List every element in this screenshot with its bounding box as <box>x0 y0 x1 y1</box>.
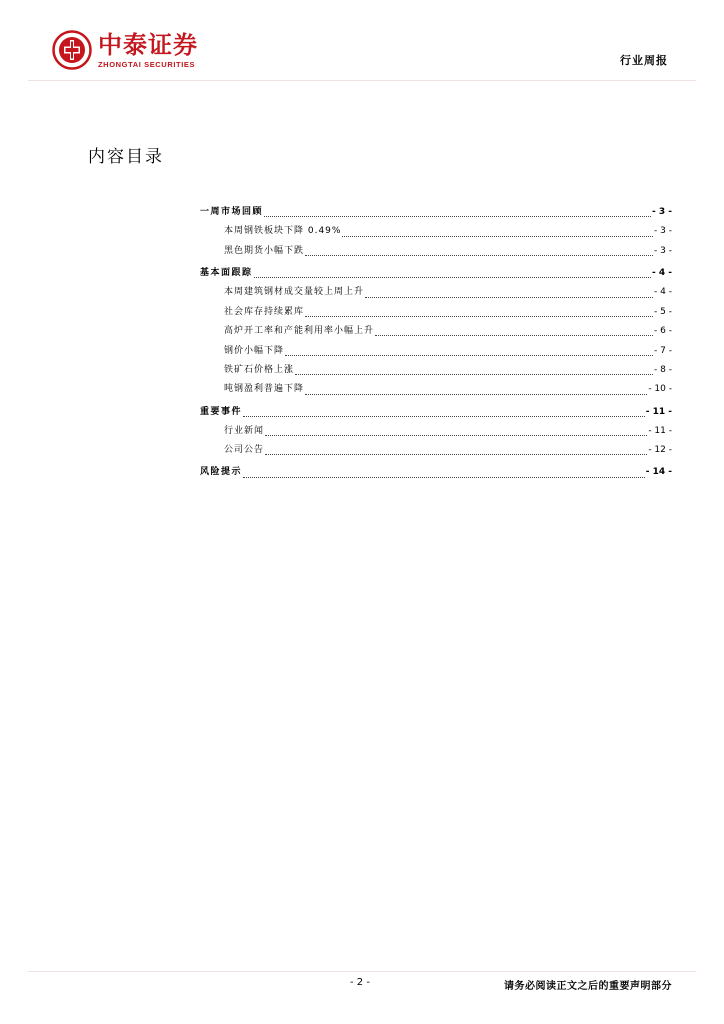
footer-disclaimer: 请务必阅读正文之后的重要声明部分 <box>504 981 672 992</box>
toc-entry-label: 高炉开工率和产能利用率小幅上升 <box>224 326 375 337</box>
toc-dot-leader <box>375 335 653 336</box>
toc-dot-leader <box>305 394 647 395</box>
toc-entry-label: 风险提示 <box>200 467 243 478</box>
toc-entry-page: - 3 - <box>654 245 672 256</box>
toc-subsection-entry[interactable] <box>200 423 672 442</box>
toc-dot-leader <box>305 316 653 317</box>
toc-dot-leader <box>365 297 653 298</box>
footer-divider <box>28 971 696 972</box>
toc-dot-leader <box>265 435 647 436</box>
toc-dot-leader <box>254 277 651 278</box>
toc-section-entry[interactable] <box>200 404 672 423</box>
toc-entry-page: - 10 - <box>648 384 672 395</box>
toc-dot-leader <box>265 454 647 455</box>
toc-entry-page: - 6 - <box>654 326 672 337</box>
company-logo <box>52 30 198 70</box>
zhongtai-logo-icon <box>52 30 92 70</box>
toc-dot-leader <box>264 216 651 217</box>
toc-subsection-entry[interactable] <box>200 284 672 303</box>
toc-section-entry[interactable] <box>200 204 672 223</box>
toc-entry-label: 吨钢盈利普遍下降 <box>224 384 305 395</box>
toc-subsection-entry[interactable] <box>200 243 672 262</box>
toc-subsection-entry[interactable] <box>200 381 672 400</box>
toc-entry-page: - 4 - <box>652 267 672 278</box>
toc-dot-leader <box>243 477 645 478</box>
header-divider <box>28 80 696 81</box>
toc-dot-leader <box>342 236 653 237</box>
toc-entry-label: 本周建筑钢材成交量较上周上升 <box>224 287 365 298</box>
toc-entry-label: 铁矿石价格上涨 <box>224 364 295 375</box>
toc-entry-label: 行业新闻 <box>224 425 265 436</box>
toc-entry-label: 本周钢铁板块下降 0.49% <box>224 226 342 237</box>
toc-subsection-entry[interactable] <box>200 343 672 362</box>
toc-subsection-entry[interactable] <box>200 362 672 381</box>
toc-entry-page: - 3 - <box>652 207 672 217</box>
toc-entry-page: - 11 - <box>645 406 672 417</box>
table-of-contents <box>200 204 672 484</box>
logo-chinese-name: 中泰证券 <box>98 30 198 59</box>
toc-dot-leader <box>243 416 645 417</box>
toc-subsection-entry[interactable] <box>200 223 672 242</box>
toc-entry-label: 基本面跟踪 <box>200 267 253 278</box>
toc-entry-page: - 3 - <box>654 226 672 237</box>
toc-entry-label: 重要事件 <box>200 406 243 417</box>
toc-dot-leader <box>295 374 653 375</box>
toc-dot-leader <box>305 255 653 256</box>
footer-page-number: - 2 - <box>350 977 370 988</box>
toc-section-entry[interactable] <box>200 464 672 483</box>
toc-subsection-entry[interactable] <box>200 442 672 461</box>
toc-entry-page: - 11 - <box>648 425 672 436</box>
toc-section-entry[interactable] <box>200 265 672 284</box>
toc-entry-label: 一周市场回顾 <box>200 207 264 217</box>
toc-entry-label: 社会库存持续累库 <box>224 306 305 317</box>
report-type-label: 行业周报 <box>620 54 668 67</box>
logo-english-name: ZHONGTAI SECURITIES <box>98 59 196 69</box>
toc-subsection-entry[interactable] <box>200 323 672 342</box>
toc-entry-page: - 14 - <box>645 467 672 478</box>
toc-entry-page: - 4 - <box>654 287 672 298</box>
toc-entry-label: 钢价小幅下降 <box>224 345 285 356</box>
toc-entry-label: 黑色期货小幅下跌 <box>224 245 305 256</box>
toc-entry-page: - 5 - <box>654 306 672 317</box>
toc-subsection-entry[interactable] <box>200 304 672 323</box>
toc-entry-page: - 12 - <box>648 445 672 456</box>
toc-title: 内容目录 <box>88 147 164 167</box>
toc-entry-page: - 7 - <box>654 345 672 356</box>
toc-dot-leader <box>285 355 653 356</box>
toc-entry-page: - 8 - <box>654 364 672 375</box>
toc-entry-label: 公司公告 <box>224 445 265 456</box>
